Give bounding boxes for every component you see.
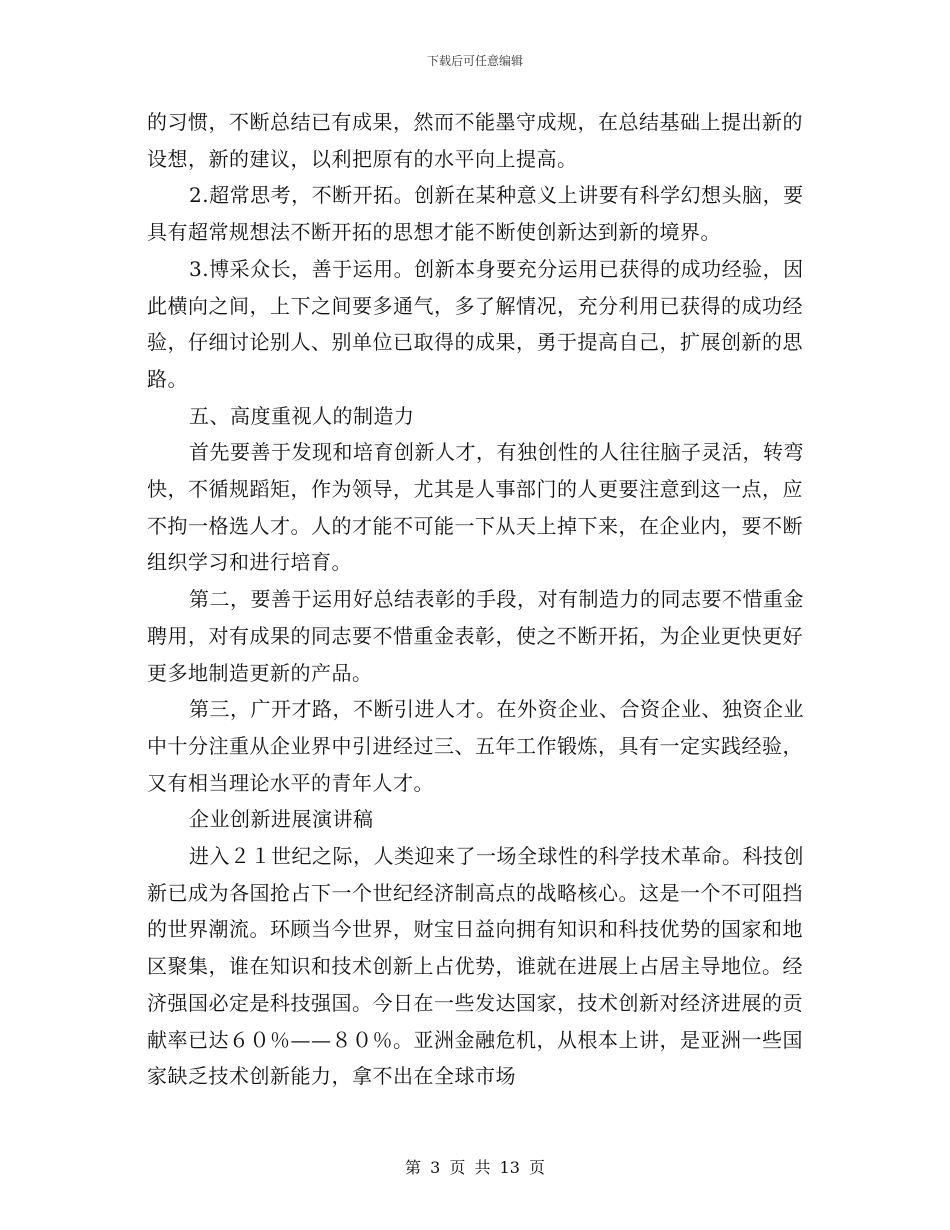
body-text (147, 104, 807, 1095)
page-header: 下载后可任意编辑 (426, 54, 523, 68)
section-heading: 五、高度重视人的制造力 (189, 403, 415, 428)
document-title: 企业创新进展演讲稿 (189, 807, 374, 832)
paragraph: 2.超常思考，不断开拓。创新在某种意义上讲要有科学幻想头脑，要具有超常规想法不断开拓的思想才能不断使创新达到新的境界。 (147, 183, 804, 245)
paragraph: 3.博采众长，善于运用。创新本身要充分运用已获得的成功经验，因此横向之间，上下之间要多通气，多了解情况，充分利用已获得的成功经验，仔细讨论别人、别单位已取得的成果，勇于提高自己，扩展创新的思路。 (147, 256, 804, 391)
page-footer: 第 3 页 共 13 页 (405, 1158, 545, 1177)
paragraph: 第三，广开才路，不断引进人才。在外资企业、合资企业、独资企业中十分注重从企业界中引进经过三、五年工作锻炼，具有一定实践经验，又有相当理论水平的青年人才。 (147, 697, 804, 795)
paragraph: 第二，要善于运用好总结表彰的手段，对有制造力的同志要不惜重金聘用，对有成果的同志要不惜重金表彰，使之不断开拓，为企业更快更好更多地制造更新的产品。 (147, 587, 804, 685)
paragraph: 的习惯，不断总结已有成果，然而不能墨守成规，在总结基础上提出新的设想，新的建议，以利把原有的水平向上提高。 (147, 110, 803, 171)
paragraph: 首先要善于发现和培育创新人才，有独创性的人往往脑子灵活，转弯快，不循规蹈矩，作为领导，尤其是人事部门的人更要注意到这一点，应不拘一格选人才。人的才能不可能一下从天上掉下来，在企业内，要不断组织学习和进行培育。 (147, 440, 804, 575)
paragraph: 进入２１世纪之际，人类迎来了一场全球性的科学技术革命。科技创新已成为各国抢占下一个世纪经济制高点的战略核心。这是一个不可阻挡的世界潮流。环顾当今世界，财宝日益向拥有知识和科技优势的国家和地区聚集，谁在知识和技术创新上占优势，谁就在进展上占居主导地位。经济强国必定是科技强国。今日在一些发达国家，技术创新对经济进展的贡献率已达６０％——８０％。亚洲金融危机，从根本上讲，是亚洲一些国家缺乏技术创新能力，拿不出在全球市场 (147, 844, 804, 1089)
